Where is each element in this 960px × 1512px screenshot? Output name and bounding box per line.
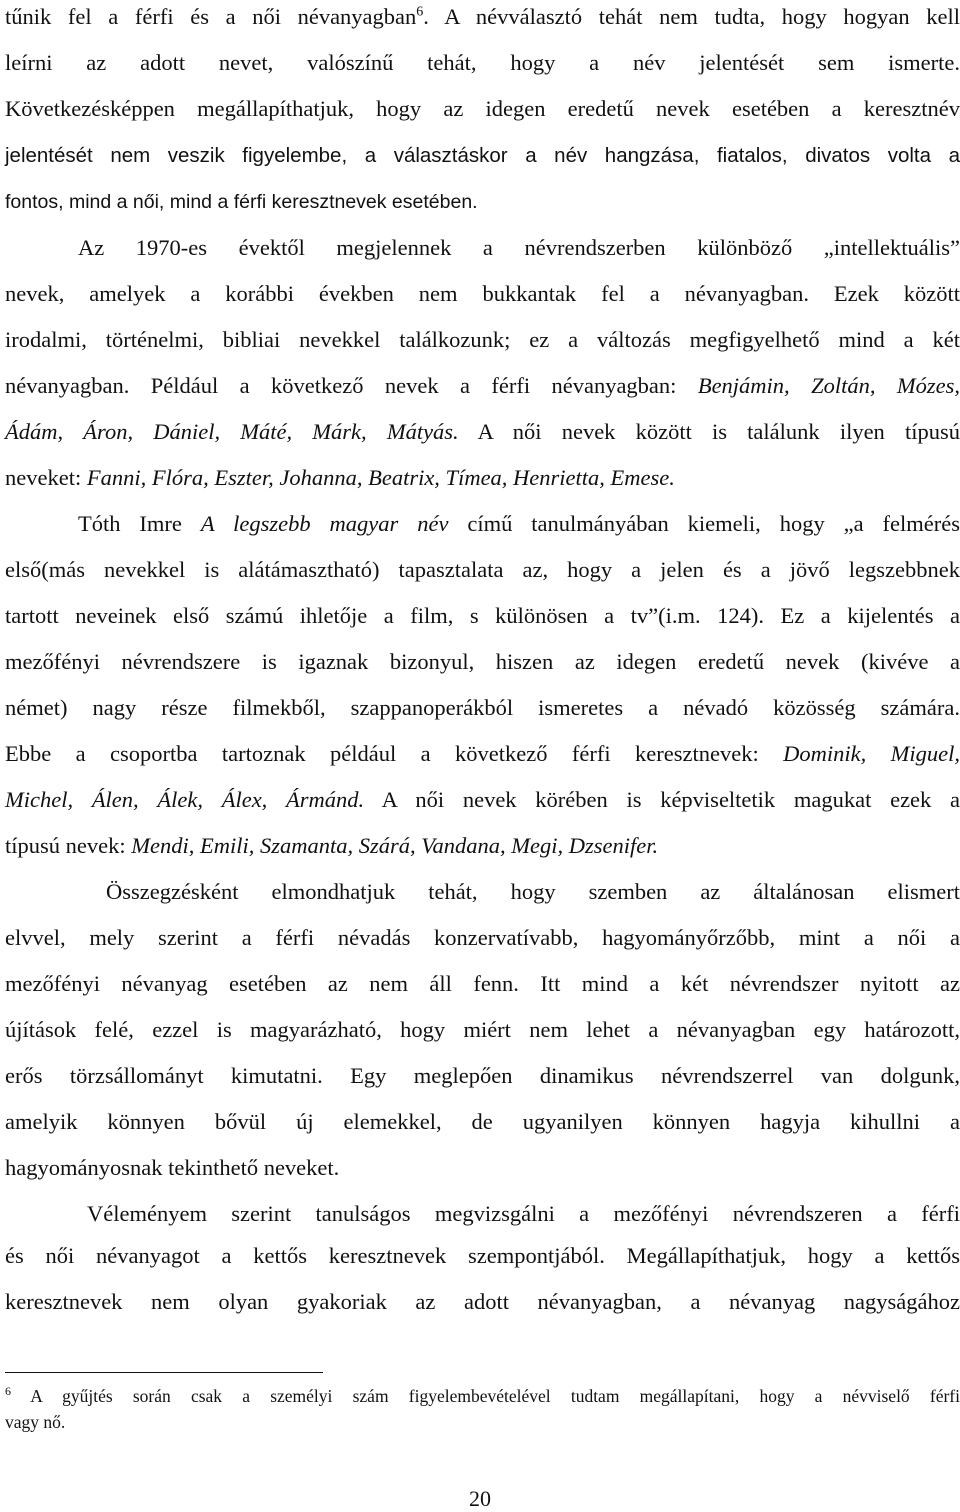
footnote-text: vagy nő. [5, 1412, 66, 1432]
text-line: Ádám, Áron, Dániel, Máté, Márk, Mátyás. A női nevek között is találunk ilyen típusú [5, 419, 960, 444]
text-line: jelentését nem veszik figyelembe, a választáskor a név hangzása, fiatalos, divatos volta a [5, 144, 960, 167]
text-line: névanyagban. Például a következő nevek a férfi névanyagban: Benjámin, Zoltán, Mózes, [5, 373, 960, 398]
text-line: mezőfényi névrendszere is igaznak bizonyul, hiszen az idegen eredetű nevek (kivéve a [5, 649, 960, 674]
text-line: Az 1970-es évektől megjelennek a névrendszerben különböző „intellektuális” [78, 235, 960, 260]
text-line: Michel, Álen, Álek, Álex, Ármánd. A női nevek körében is képviseltetik magukat ezek a [5, 787, 960, 812]
text-line: Következésképpen megállapíthatjuk, hogy az idegen eredetű nevek esetében a keresztnév [5, 96, 960, 121]
footnote-text: $^6$ A gyűjtés során csak a személyi szám figyelembevételével tudtam megállapítani, hogy a névviselő férfi [5, 1384, 960, 1406]
text-line: Véleményem szerint tanulságos megvizsgálni a mezőfényi névrendszeren a férfi [87, 1201, 960, 1226]
footnote-separator [5, 1372, 323, 1373]
text-line: típusú nevek: Mendi, Emili, Szamanta, Szárá, Vandana, Megi, Dzsenifer. [5, 833, 659, 858]
text-line: elvvel, mely szerint a férfi névadás konzervatívabb, hagyományőrzőbb, mint a női a [5, 925, 960, 950]
text-line: német) nagy része filmekből, szappanoperákból ismeretes a névadó közösség számára. [5, 695, 960, 720]
page-number: 20 [469, 1486, 491, 1511]
text-line: hagyományosnak tekinthető neveket. [5, 1155, 340, 1180]
text-line: Tóth Imre A legszebb magyar név című tanulmányában kiemeli, hogy „a felmérés [78, 511, 960, 536]
text-line: mezőfényi névanyag esetében az nem áll fenn. Itt mind a két névrendszer nyitott az [5, 971, 960, 996]
footnote-marker: 6 [5, 1384, 11, 1399]
text-line: leírni az adott nevet, valószínű tehát, hogy a név jelentését sem ismerte. [5, 50, 960, 75]
text-line: tartott neveinek első számú ihletője a film, s különösen a tv”(i.m. 124). Ez a kijelentés a [5, 603, 960, 628]
text-line: erős törzsállományt kimutatni. Egy meglepően dinamikus névrendszerrel van dolgunk, [5, 1063, 960, 1088]
text-line: fontos, mind a női, mind a férfi keresztnevek esetében. [5, 191, 478, 213]
text-line: keresztnevek nem olyan gyakoriak az adott névanyagban, a névanyag nagyságához [5, 1289, 960, 1314]
footnote-reference[interactable]: 6 [416, 4, 424, 20]
text-line: irodalmi, történelmi, bibliai nevekkel találkozunk; ez a változás megfigyelhető mind a két [5, 327, 960, 352]
text-line: amelyik könnyen bővül új elemekkel, de ugyanilyen könnyen hagyja kihullni a [5, 1109, 960, 1134]
text-line: neveket: Fanni, Flóra, Eszter, Johanna, Beatrix, Tímea, Henrietta, Emese. [5, 465, 675, 490]
text-line: nevek, amelyek a korábbi években nem bukkantak fel a névanyagban. Ezek között [5, 281, 960, 306]
text-line: Ebbe a csoportba tartoznak például a következő férfi keresztnevek: Dominik, Miguel, [5, 741, 960, 766]
text-line: és női névanyagot a kettős keresztnevek szempontjából. Megállapíthatjuk, hogy a kettős [5, 1243, 960, 1268]
text-line: tűnik fel a férfi és a női névanyagban$^6$. A névválasztó tehát nem tudta, hogy hogyan kell [5, 4, 960, 29]
text-line: Összegzésként elmondhatjuk tehát, hogy szemben az általánosan elismert [106, 879, 960, 904]
text-line: újítások felé, ezzel is magyarázható, hogy miért nem lehet a névanyagban egy határozott, [5, 1017, 960, 1042]
text-line: első(más nevekkel is alátámasztható) tapasztalata az, hogy a jelen és a jövő legszebbnek [5, 557, 960, 582]
